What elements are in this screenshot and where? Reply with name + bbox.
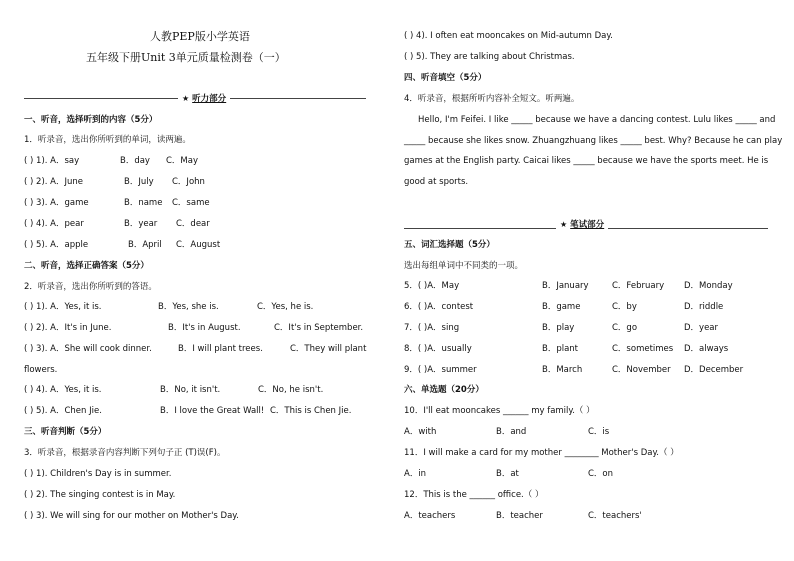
sec3-item-5: ( ) 5). They are talking about Christmas. bbox=[404, 52, 575, 62]
sec2-item-2-b: B．It's in August. bbox=[168, 323, 241, 333]
sec5-item-9-d: D．December bbox=[684, 365, 744, 375]
title-line-2: 五年级下册Unit 3单元质量检测卷（一） bbox=[86, 51, 286, 64]
sec1-item-5-b: B．April bbox=[128, 240, 162, 250]
sec1-item-5: ( ) 5). A．apple bbox=[24, 240, 89, 250]
sec3-item-4: ( ) 4). I often eat mooncakes on Mid-autumn Day. bbox=[404, 31, 613, 41]
sec2-item-3-b: B．I will plant trees. bbox=[178, 344, 263, 354]
listening-section-banner bbox=[178, 93, 230, 105]
sec5-item-7-c: C．go bbox=[612, 323, 638, 333]
sec5-item-8-b: B．plant bbox=[542, 344, 579, 354]
sec2-item-2-c: C．It's in September. bbox=[274, 323, 364, 333]
sec1-item-3-c: C．same bbox=[172, 198, 210, 208]
sec6-q11-a: A．in bbox=[404, 469, 427, 479]
sec5-item-9-c: C．November bbox=[612, 365, 671, 375]
sec4-line-2: _____ because she likes snow. Zhuangzhuang likes _____ best. Why? Because he can play bbox=[404, 136, 783, 146]
sec5-item-7-d: D．year bbox=[684, 323, 719, 333]
sec1-item-4-b: B．year bbox=[124, 219, 158, 229]
sec2-item-1-a: ( ) 1). A．Yes, it is. bbox=[24, 302, 102, 312]
written-section-banner bbox=[556, 219, 608, 231]
sec2-item-5-c: C．This is Chen Jie. bbox=[270, 406, 352, 416]
sec1-item-4: ( ) 4). A．pear bbox=[24, 219, 84, 229]
sec3-item-3: ( ) 3). We will sing for our mother on Mother's Day. bbox=[24, 511, 239, 521]
sec2-item-5-a: ( ) 5). A．Chen Jie. bbox=[24, 406, 102, 416]
sec5-item-9: 9．( )A．summer bbox=[404, 365, 477, 375]
sec3-heading: 三、听音判断（5分） bbox=[24, 427, 107, 437]
sec6-q10-b: B．and bbox=[496, 427, 527, 437]
sec6-q11-c: C．on bbox=[588, 469, 614, 479]
sec1-item-1-b: B．day bbox=[120, 156, 150, 166]
sec6-q12: 12．This is the ______ office.（ ） bbox=[404, 490, 544, 500]
sec2-item-4-c: C．No, he isn't. bbox=[258, 385, 324, 395]
sec3-item-2: ( ) 2). The singing contest is in May. bbox=[24, 490, 176, 500]
sec5-item-6-d: D．riddle bbox=[684, 302, 724, 312]
sec1-instruction: 1．听录音，选出你所听到的单词，读两遍。 bbox=[24, 135, 191, 145]
sec6-q10: 10．I'll eat mooncakes ______ my family.（ ） bbox=[404, 406, 595, 416]
title-line-1: 人教PEP版小学英语 bbox=[150, 30, 250, 43]
sec5-item-9-b: B．March bbox=[542, 365, 583, 375]
sec2-item-2-a: ( ) 2). A．It's in June. bbox=[24, 323, 112, 333]
sec4-line-3: games at the English party. Caicai likes _____ because we have the sports meet. He is bbox=[404, 156, 769, 166]
sec5-item-8-d: D．always bbox=[684, 344, 729, 354]
sec6-q12-b: B．teacher bbox=[496, 511, 543, 521]
sec1-heading: 一、听音，选择听到的内容（5分） bbox=[24, 115, 158, 125]
sec1-item-2: ( ) 2). A．June bbox=[24, 177, 83, 187]
listening-section-label: 听力部分 bbox=[192, 94, 227, 104]
sec5-item-6-c: C．by bbox=[612, 302, 637, 312]
sec5-item-5: 5．( )A．May bbox=[404, 281, 460, 291]
sec2-item-3-wrap: flowers. bbox=[24, 365, 58, 375]
sec1-item-3-b: B．name bbox=[124, 198, 163, 208]
sec2-heading: 二、听音，选择正确答案（5分） bbox=[24, 261, 149, 271]
sec4-heading: 四、听音填空（5分） bbox=[404, 73, 487, 83]
sec6-heading: 六、单选题（20分） bbox=[404, 385, 484, 395]
sec6-q12-c: C．teachers' bbox=[588, 511, 642, 521]
sec2-item-1-b: B．Yes, she is. bbox=[158, 302, 219, 312]
sec1-item-1-c: C．May bbox=[166, 156, 199, 166]
sec5-item-7-b: B．play bbox=[542, 323, 575, 333]
sec1-item-1: ( ) 1). A．say bbox=[24, 156, 80, 166]
sec2-item-4-a: ( ) 4). A．Yes, it is. bbox=[24, 385, 102, 395]
sec5-item-8-c: C．sometimes bbox=[612, 344, 674, 354]
sec1-item-2-c: C．John bbox=[172, 177, 205, 187]
sec1-item-5-c: C．August bbox=[176, 240, 221, 250]
sec2-item-3-a: ( ) 3). A．She will cook dinner. bbox=[24, 344, 152, 354]
sec6-q10-c: C．is bbox=[588, 427, 610, 437]
sec5-item-6-b: B．game bbox=[542, 302, 581, 312]
written-section-label: 笔试部分 bbox=[570, 220, 605, 230]
sec3-instruction: 3．听录音，根据录音内容判断下列句子正 (T)误(F)。 bbox=[24, 448, 226, 458]
sec5-instruction: 选出每组单词中不同类的一项。 bbox=[404, 261, 524, 271]
sec4-line-1: Hello, I'm Feifei. I like _____ because we have a dancing contest. Lulu likes _____ and bbox=[418, 115, 776, 125]
sec1-item-4-c: C．dear bbox=[176, 219, 210, 229]
sec2-item-5-b: B．I love the Great Wall! bbox=[160, 406, 265, 416]
sec1-item-3: ( ) 3). A．game bbox=[24, 198, 89, 208]
sec6-q10-a: A．with bbox=[404, 427, 437, 437]
star-icon: ★ bbox=[560, 220, 568, 229]
sec4-instruction: 4．听录音，根据所听内容补全短文。听两遍。 bbox=[404, 94, 580, 104]
sec4-line-4: good at sports. bbox=[404, 177, 469, 187]
sec5-item-5-b: B．January bbox=[542, 281, 589, 291]
sec5-heading: 五、词汇选择题（5分） bbox=[404, 240, 495, 250]
sec5-item-6: 6．( )A．contest bbox=[404, 302, 474, 312]
sec5-item-5-c: C．February bbox=[612, 281, 665, 291]
sec2-item-1-c: C．Yes, he is. bbox=[257, 302, 314, 312]
sec1-item-2-b: B．July bbox=[124, 177, 154, 187]
sec2-item-4-b: B．No, it isn't. bbox=[160, 385, 221, 395]
sec6-q11-b: B．at bbox=[496, 469, 519, 479]
sec3-item-1: ( ) 1). Children's Day is in summer. bbox=[24, 469, 172, 479]
sec5-item-5-d: D．Monday bbox=[684, 281, 733, 291]
sec6-q12-a: A．teachers bbox=[404, 511, 456, 521]
sec2-instruction: 2．听录音，选出你所听到的答语。 bbox=[24, 282, 157, 292]
sec5-item-8: 8．( )A．usually bbox=[404, 344, 472, 354]
star-icon: ★ bbox=[182, 94, 190, 103]
sec2-item-3-c: C．They will plant bbox=[290, 344, 367, 354]
sec6-q11: 11．I will make a card for my mother ________ Mother's Day.（ ） bbox=[404, 448, 679, 458]
sec5-item-7: 7．( )A．sing bbox=[404, 323, 460, 333]
